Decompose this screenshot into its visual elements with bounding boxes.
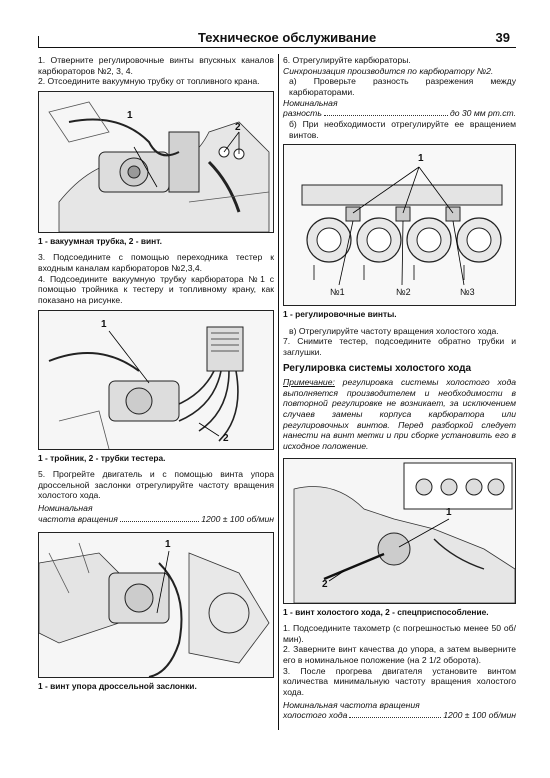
figure-label-1: 1 xyxy=(165,539,171,551)
carburetor-label-1: №1 xyxy=(330,287,345,298)
note-text: регулировка системы холостого хода выполняется производителем и необходимости в повторной регулировке не возникает, за исключением случаев замены корпуса карбюратора или регулировочных винтов. Перед разборкой следует нанести на винт метки и при сборке установить его в исходное положение. xyxy=(283,377,516,451)
figure-caption: 1 - винт холостого хода, 2 - спецприспособление. xyxy=(283,606,489,617)
idle-step-3-text: 3. После прогрева двигателя установите винтом количества минимальную частоту вращения холостого хода. xyxy=(283,665,516,697)
header-rule-left xyxy=(38,36,39,48)
right-column xyxy=(283,55,516,721)
step-6-text: 6. Отрегулируйте карбюраторы. xyxy=(283,55,411,65)
figure-idle-screw xyxy=(283,458,516,604)
figure-label-1: 1 xyxy=(127,109,133,121)
dot-leader xyxy=(324,115,448,116)
figure-caption: 1 - тройник, 2 - трубки тестера. xyxy=(38,452,166,463)
step-4-text: 4. Подсоедините вакуумную трубку карбюратора №1 с помощью тройника к тестеру и топливному крану, как показано на рисунке. xyxy=(38,273,274,306)
figure-label-1: 1 xyxy=(418,153,424,165)
page-number: 39 xyxy=(495,30,510,45)
step-5-text: 5. Прогрейте двигатель и с помощью винта упора дроссельной заслонки отрегулируйте частоту вращения холостого хода. xyxy=(38,469,274,501)
figure-label-2: 2 xyxy=(235,121,241,133)
dot-leader xyxy=(120,521,199,522)
idle-step-1-text: 1. Подсоедините тахометр (с погрешностью менее 50 об/мин). xyxy=(283,623,516,644)
spec-label: Номинальная xyxy=(283,97,338,108)
step-6a-text: а) Проверьте разность разрежения между карбюраторами. xyxy=(289,76,516,97)
figure-label-2: 2 xyxy=(322,578,328,590)
page-title: Техническое обслуживание xyxy=(198,30,377,45)
step-2-text: 2. Отсоедините вакуумную трубку от топливного крана. xyxy=(38,76,260,87)
figure-adjusting-screws xyxy=(283,144,516,306)
spec-value: до 30 мм рт.ст. xyxy=(449,108,516,119)
step-6b-text: б) При необходимости отрегулируйте ее вращением винтов. xyxy=(289,118,516,140)
spec-row-idle-speed xyxy=(283,710,516,721)
carburetor-label-3: №3 xyxy=(460,287,475,298)
spec-name: частота вращения xyxy=(38,513,118,524)
spec-value: 1200 ± 100 об/мин xyxy=(443,710,516,721)
step-3-text: 3. Подсоедините с помощью переходника тестер к входным каналам карбюраторов №2,3,4. xyxy=(38,252,274,274)
page-header xyxy=(38,30,516,48)
spec-name: разность xyxy=(283,108,322,119)
figure-tester-connection xyxy=(38,310,274,450)
step-1-text: 1. Отверните регулировочные винты впускных каналов карбюраторов №2, 3, 4. xyxy=(38,55,274,76)
figure-throttle-stop-screw xyxy=(38,532,274,678)
figure-caption: 1 - винт упора дроссельной заслонки. xyxy=(38,681,197,692)
spec-label: Номинальная xyxy=(38,503,93,514)
figure-caption: 1 - вакуумная трубка, 2 - винт. xyxy=(38,235,162,246)
figure-label-2: 2 xyxy=(223,432,229,444)
figure-label-1: 1 xyxy=(446,506,452,518)
section-title: Регулировка системы холостого хода xyxy=(283,362,472,374)
spec-value: 1200 ± 100 об/мин xyxy=(201,513,274,524)
step-6c-text: в) Отрегулируйте частоту вращения холостого хода. xyxy=(289,325,499,336)
note-label: Примечание: xyxy=(283,377,335,388)
spec-row-vacuum-difference xyxy=(283,108,516,119)
spec-row-idle-speed xyxy=(38,514,274,525)
carburetor-label-2: №2 xyxy=(396,287,411,298)
left-column xyxy=(38,55,274,698)
column-divider xyxy=(278,54,279,730)
dot-leader xyxy=(349,717,441,718)
idle-step-2-text: 2. Заверните винт качества до упора, а затем выверните его в номинальное положение (на 2 1/2 оборота). xyxy=(283,644,516,666)
note-paragraph xyxy=(283,377,516,452)
spec-name: холостого хода xyxy=(283,710,348,721)
step-7-text: 7. Снимите тестер, подсоедините обратно трубки и заглушки. xyxy=(283,336,516,357)
figure-caption: 1 - регулировочные винты. xyxy=(283,309,397,320)
figure-vacuum-tube xyxy=(38,91,274,233)
figure-label-1: 1 xyxy=(101,318,107,330)
sync-note: Синхронизация производится по карбюратору №2. xyxy=(283,65,494,76)
spec-label: Номинальная частота вращения xyxy=(283,699,420,710)
